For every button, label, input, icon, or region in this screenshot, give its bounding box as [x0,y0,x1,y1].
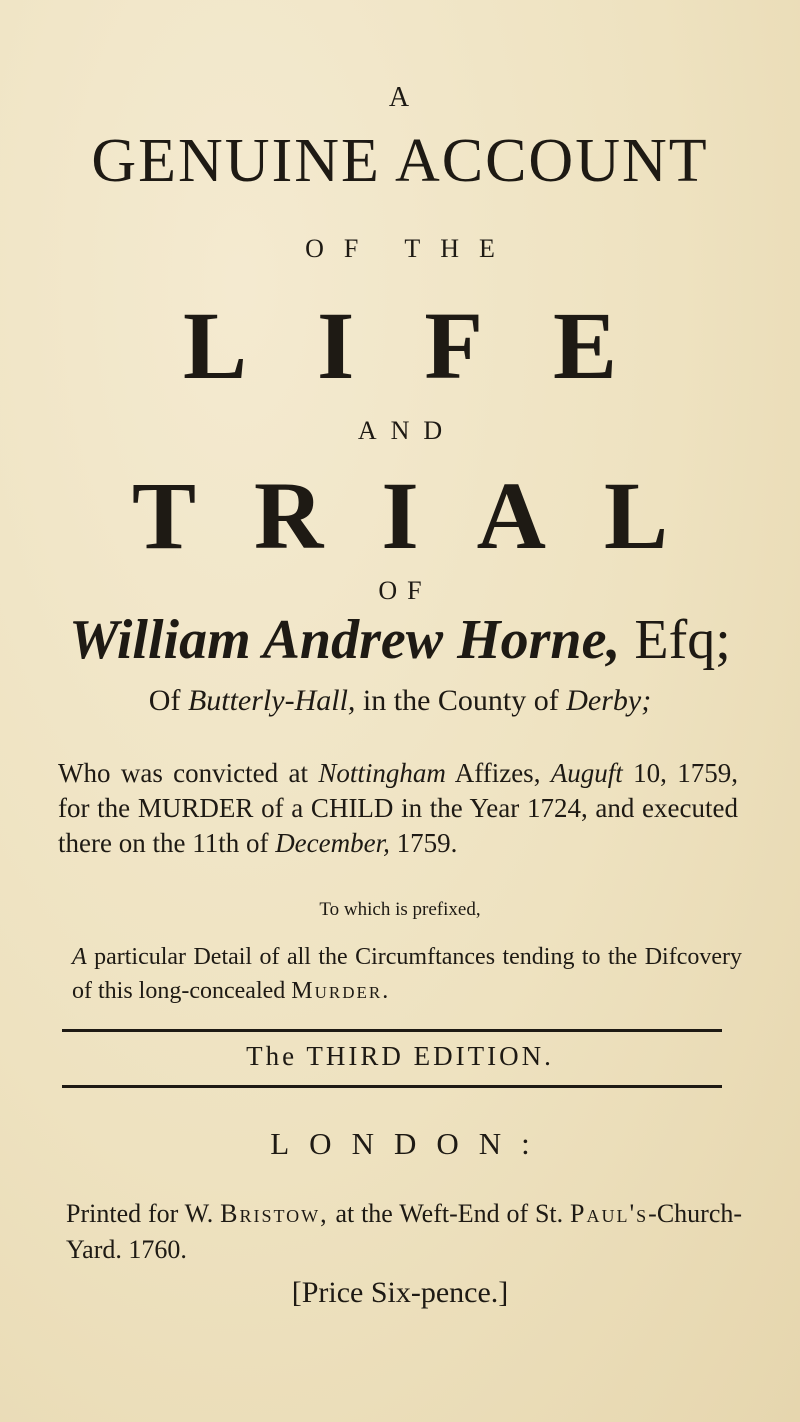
residence-place: Butterly-Hall, [187,684,356,717]
price-line: [Price Six-pence.] [291,1276,509,1309]
execution-year: 1759. [396,828,458,858]
subject-name-main: William Andrew Horne, [69,609,621,671]
detail-lead: A [72,944,87,970]
imprint-text-1: Printed for W. [66,1199,214,1228]
conviction-text-2: Affizes, [454,758,541,788]
rule-bottom [62,1085,722,1088]
title-of: OF [378,576,432,605]
rule-top [62,1029,722,1032]
subject-residence [0,686,800,716]
residence-county: Derby; [566,684,652,717]
execution-month: December, [275,828,390,858]
prefixed-note: To which is prefixed, [319,899,481,920]
imprint-text-2: at the Weft-End of St. [335,1199,564,1228]
detail-text: particular Detail of all the Circumftances tending to the Difcovery of this long-concealed [72,944,742,1004]
imprint-city: LONDON: [270,1126,550,1161]
imprint-church: Paul's [570,1199,649,1228]
conviction-place: Nottingham [318,758,446,788]
title-trial: TRIAL [131,462,727,569]
residence-suffix: in the County of [362,684,559,717]
conviction-text-3: 10, 1759, for the MURDER of a CHILD in the Year 1724, and executed there on the 11th of [58,758,739,858]
title-genuine-account: GENUINE ACCOUNT [91,127,709,195]
conviction-text-1: Who was convicted at [58,758,308,788]
conviction-paragraph [58,756,738,861]
imprint-printer: Bristow, [220,1199,329,1228]
edition-line: The THIRD EDITION. [246,1041,554,1071]
title-article: A [388,82,412,113]
detail-murder: Murder. [291,978,391,1004]
imprint-text-3: -Church-Yard. 1760. [66,1199,743,1264]
subject-name-suffix: Efq; [634,609,731,671]
detail-paragraph [72,940,742,1008]
subject-name [0,609,800,671]
residence-prefix: Of [148,684,181,717]
title-of-the: OF THE [305,234,515,263]
imprint-paragraph [66,1196,742,1268]
title-life: LIFE [182,292,688,399]
title-and: AND [357,416,457,445]
conviction-month: Auguft [550,758,623,788]
